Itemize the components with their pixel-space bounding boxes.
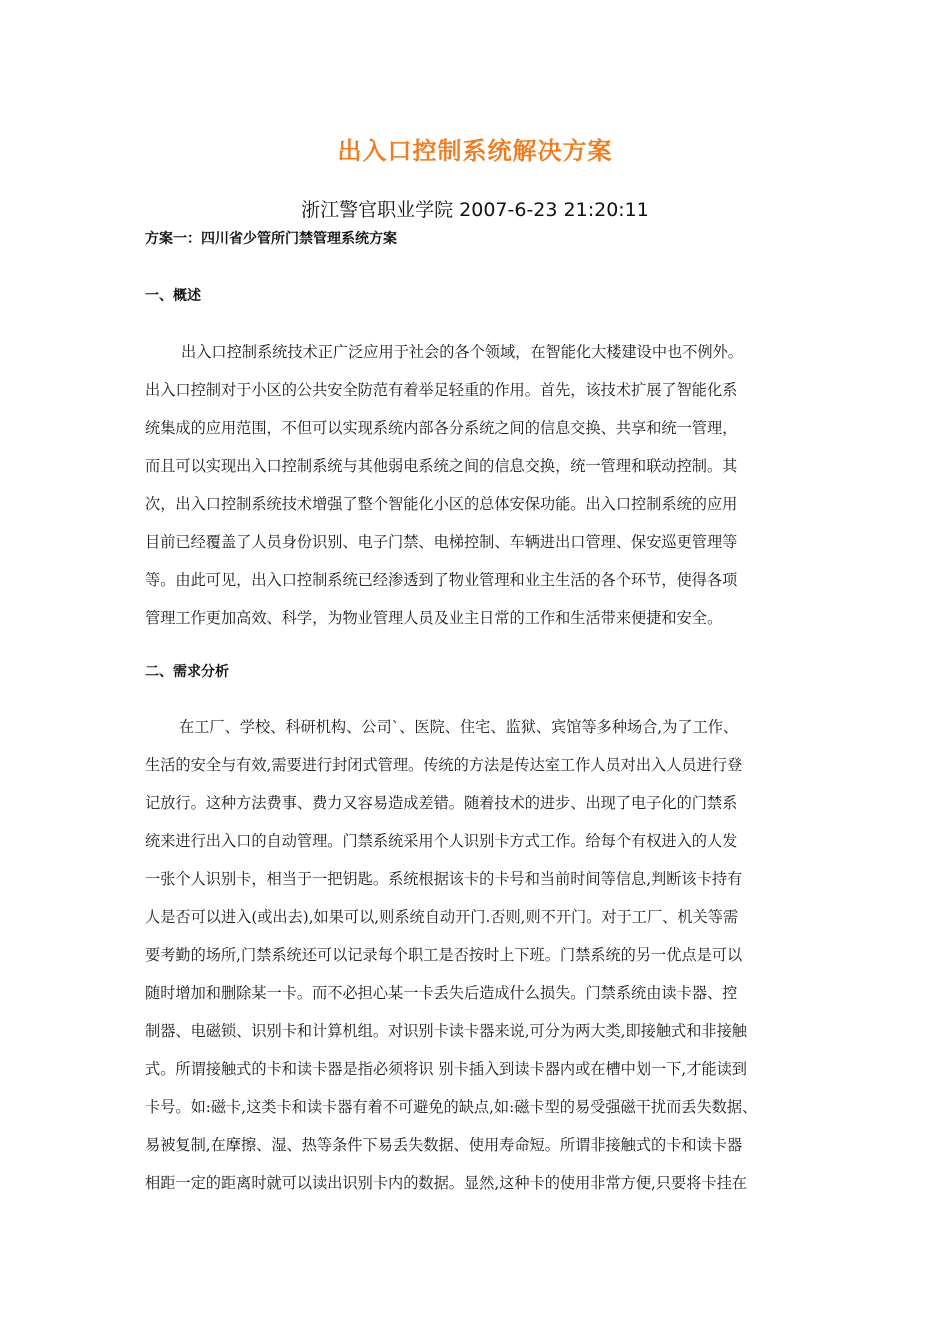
paragraph-line: 在工厂、学校、科研机构、公司`、医院、住宅、监狱、宾馆等多种场合,为了工作、 [179, 718, 739, 736]
paragraph-line: 相距一定的距离时就可以读出识别卡内的数据。显然,这种卡的使用非常方便,只要将卡挂在 [145, 1174, 747, 1192]
paragraph-line: 易被复制,在摩擦、湿、热等条件下易丢失数据、使用寿命短。所谓非接触式的卡和读卡器 [145, 1136, 743, 1154]
paragraph-line: 统集成的应用范围，不但可以实现系统内部各分系统之间的信息交换、共享和统一管理， [145, 419, 738, 437]
paragraph-line: 次，出入口控制系统技术增强了整个智能化小区的总体安保功能。出入口控制系统的应用 [145, 495, 738, 513]
paragraph-line: 式。所谓接触式的卡和读卡器是指必须将识 别卡插入到读卡器内或在槽中划一下,才能读到 [145, 1060, 747, 1078]
section1-paragraph [145, 333, 815, 637]
paragraph-line: 卡号。如:磁卡,这类卡和读卡器有着不可避免的缺点,如:磁卡型的易受强磁干扰而丢失数据、 [145, 1098, 758, 1116]
paragraph-line: 等。由此可见，出入口控制系统已经渗透到了物业管理和业主生活的各个环节，使得各项 [145, 571, 738, 589]
paragraph-line: 管理工作更加高效、科学，为物业管理人员及业主日常的工作和生活带来便捷和安全。 [145, 609, 723, 627]
paragraph-line: 随时增加和删除某一卡。而不必担心某一卡丢失后造成什么损失。门禁系统由读卡器、控 [145, 984, 738, 1002]
source-label: 浙江警官职业学院 [301, 199, 454, 221]
paragraph-line: 统来进行出入口的自动管理。门禁系统采用个人识别卡方式工作。给每个有权进入的人发 [145, 832, 738, 850]
document-title: 出入口控制系统解决方案 [337, 137, 613, 165]
paragraph-line: 目前已经覆盖了人员身份识别、电子门禁、电梯控制、车辆进出口管理、保安巡更管理等 [145, 533, 738, 551]
section2-paragraph [145, 708, 815, 1202]
datetime-label: 2007-6-23 21:20:11 [459, 199, 649, 221]
paragraph-line: 人是否可以进入(或出去),如果可以,则系统自动开门.否则,则不开门。对于工厂、机关等需 [145, 908, 739, 926]
section2-heading: 二、需求分析 [145, 664, 229, 680]
paragraph-line: 一张个人识别卡，相当于一把钥匙。系统根据该卡的卡号和当前时间等信息,判断该卡持有 [145, 870, 743, 888]
paragraph-line: 要考勤的场所,门禁系统还可以记录每个职工是否按时上下班。门禁系统的另一优点是可以 [145, 946, 743, 964]
paragraph-line: 而且可以实现出入口控制系统与其他弱电系统之间的信息交换，统一管理和联动控制。其 [145, 457, 738, 475]
paragraph-line: 出入口控制系统技术正广泛应用于社会的各个领域，在智能化大楼建设中也不例外。 [181, 343, 743, 361]
document-meta [0, 195, 950, 222]
paragraph-line: 生活的安全与有效,需要进行封闭式管理。传统的方法是传达室工作人员对出入人员进行登 [145, 756, 743, 774]
section1-heading: 一、概述 [145, 288, 201, 304]
paragraph-line: 出入口控制对于小区的公共安全防范有着举足轻重的作用。首先，该技术扩展了智能化系 [145, 381, 738, 399]
paragraph-line: 记放行。这种方法费事、费力又容易造成差错。随着技术的进步、出现了电子化的门禁系 [145, 794, 738, 812]
paragraph-line: 制器、电磁锁、识别卡和计算机组。对识别卡读卡器来说,可分为两大类,即接触式和非接触 [145, 1022, 747, 1040]
plan-heading: 方案一：四川省少管所门禁管理系统方案 [145, 231, 397, 247]
